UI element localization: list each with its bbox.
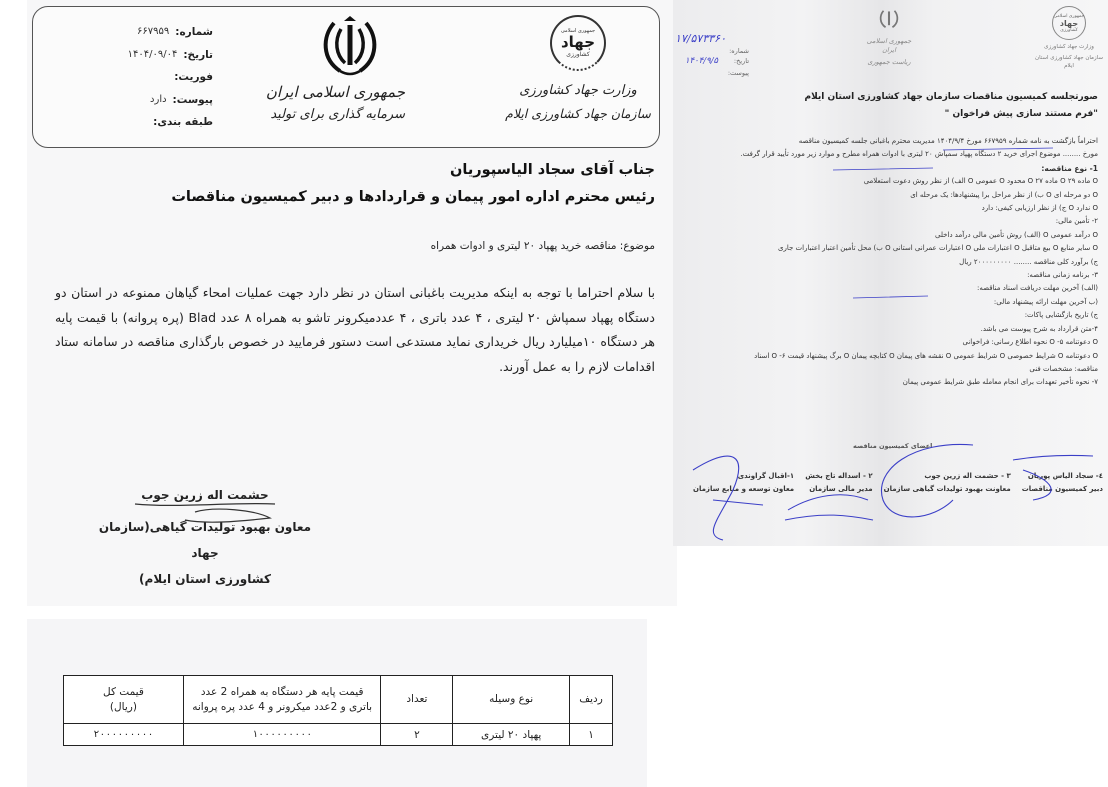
letter-body: با سلام احتراما با توجه به اینکه مدیریت باغبانی استان در نظر دارد جهت عملیات امحاء گیاهان ممنوعه در استان دو دستگاه پهپاد سمپاش ۲۰ لیتری ، ۴ عدد باتری ، ۴ عددمیکرونر تاشو به همراه ۸ عدد Blad (پره پروانه) با قیمت پایه هر دستگاه ۱۰میلیارد ریال خریداری نماید مستدعی است دستور فرمایید در خصوص بارگذاری مناقصه در سامانه ستاد اقدامات لازم را به عمل آورند. xyxy=(55,285,655,374)
signer-name: حشمت اله زرین جوب xyxy=(141,488,269,502)
cell-unit-price: ۱۰۰۰۰۰۰۰۰۰ xyxy=(183,724,381,746)
committee-title: اعضای کمیسیون مناقصه xyxy=(853,442,933,450)
price-table-page xyxy=(27,619,647,787)
iran-emblem-block xyxy=(265,15,405,122)
cell-quantity: ۲ xyxy=(381,724,453,746)
meta-date: تاریخ: ۱۴۰۴/۰۹/۰۴ xyxy=(127,48,213,61)
minutes-line: O سایر منابع O بیع متاقبل O اعتبارات ملی O اعتبارات عمرانی استانی O ب) محل تأمین اعتبار اعتبارات جاری xyxy=(778,244,1098,253)
minutes-line: (ب آخرین مهلت ارائه پیشنهاد مالی: xyxy=(993,297,1098,306)
country-name: جمهوری اسلامی ایران xyxy=(265,83,405,101)
jihad-logo-icon: جمهوری اسلامی جهاد کشاورزی xyxy=(550,15,606,71)
cell-row-number: ۱ xyxy=(570,724,613,746)
minutes-line: O ماده ۲۹ O ماده ۲۷ O محدود O عمومی O الف) از نظر روش دعوت استعلامی xyxy=(863,177,1098,186)
minutes-line: O دو مرحله ای O ب) از نظر مراحل برا پیشنهادها: یک مرحله ای xyxy=(910,190,1098,199)
minutes-line: مناقصه: مشخصات فنی xyxy=(1029,364,1098,373)
letter-meta xyxy=(93,21,213,134)
minutes-line: (الف) آخرین مهلت دریافت اسناد مناقصه: xyxy=(977,284,1098,293)
minutes-line: ج) تاریخ بازگشایی پاکات: xyxy=(1024,311,1098,320)
table-row xyxy=(64,724,613,746)
minutes-line: ۷- نحوه تأخیر تعهدات برای انجام معامله طبق شرایط عمومی پیمان xyxy=(902,378,1098,387)
header-total-price: قیمت کل (ریال) xyxy=(64,676,184,724)
cell-total-price: ۲۰۰۰۰۰۰۰۰۰ xyxy=(64,724,184,746)
minutes-line: 1- نوع مناقصه: xyxy=(1041,163,1098,173)
minutes-line: ۳- برنامه زمانی مناقصه: xyxy=(1027,271,1098,280)
iran-emblem-icon xyxy=(878,8,900,30)
addressee xyxy=(171,162,655,205)
official-letter xyxy=(27,0,677,606)
ministry-name: وزارت جهاد کشاورزی xyxy=(519,83,637,98)
letterhead xyxy=(32,6,660,148)
minutes-line: ۴-متن قرارداد به شرح پیوست می باشد. xyxy=(980,324,1098,333)
minutes-line: O درآمد عمومی O (الف) روش تأمین مالی درآمد داخلی xyxy=(935,230,1098,239)
handwritten-date: ۱۴۰۴/۹/۵ xyxy=(685,56,719,66)
header-unit-price: قیمت پایه هر دستگاه به همراه 2 عدد باتری و 2عدد میکرونر و 4 عدد پره پروانه xyxy=(183,676,381,724)
committee-minutes: جمهوری اسلامی جهاد کشاورزی وزارت جهاد کشاورزی سازمان جهاد کشاورزی استان ایلام جمهوری اسلامی ایران ریاست جمهوری ۱۷/۵۷۳۳۶۰ شماره: ۱۴۰۴/۹/۵ تاریخ: پیوست: صورتجلسه کمیسیون مناقصات سازمان جهاد کشاورزی استان ایلام "فرم مستند سازی پیش فراخوان " احتراماً بازگشت به نامه شماره ۶۶۷۹۵۹ مورخ ۱۴۰۴/۹/۴ مدیریت محترم باغبانی جلسه کمیسیون مناقصه مورخ ........ موضوع اجرای خرید ۲ دستگاه پهپاد سمپاش ۲۰ لیتری با ادوات همراه مطرح و موارد زیر مورد تأیید قرار گرفت. 1- نوع مناقصه: O ماده ۲۹ O ماده ۲۷ O محدود O عمومی O الف) از نظر روش دعوت استعلامی O دو مرحله ای O ب) از نظر مراحل برا پیشنهادها: یک مرحله ای O ندارد O ج) از نظر ارزیابی کیفی: دارد ۲- تأمین مالی: O درآمد عمومی O (الف) روش تأمین مالی درآمد داخلی O سایر منابع O بیع متاقبل O اعتبارات ملی O اعتبارات عمرانی استانی O ب) محل تأمین اعتبار اعتبارات جاری ج) برآورد کلی مناقصه ........ ۲۰۰۰۰۰۰۰۰۰ ریال ۳- برنامه زمانی مناقصه: (الف) آخرین مهلت دریافت اسناد مناقصه: (ب آخرین مهلت ارائه پیشنهاد مالی: ج) تاریخ بازگشایی پاکات: ۴-متن قرارداد به شرح پیوست می باشد. O دعوتنامه ۵- O نحوه اطلاع رسانی: فراخوانی O دعوتنامه O شرایط خصوصی O شرایط عمومی O نقشه های پیمان O کتابچه پیمان O برگ پیشنهاد قیمت ۶- O اسناد مناقصه: مشخصات فنی ۷- نحوه تأخیر تعهدات برای انجام معامله طبق شرایط عمومی پیمان اعضای کمیسیون مناقصه ۱-اقبال گراوندی معاون توسعه و منابع سازمان ۲ - اسداله تاج بخش مدیر مالی سازمان ۳ - حشمت اله زرین جوب معاونت بهبود تولیدات گیاهی سازمان ٤- سجاد الیاس پوریان دبیر کمیسیون مناقصات xyxy=(673,0,1108,546)
member: ۱-اقبال گراوندی معاون توسعه و منابع سازمان xyxy=(693,472,795,493)
committee-members xyxy=(693,470,1103,496)
member: ٤- سجاد الیاس پوریان دبیر کمیسیون مناقصات xyxy=(1021,472,1103,493)
minutes-jihad-logo: جمهوری اسلامی جهاد کشاورزی وزارت جهاد کشاورزی سازمان جهاد کشاورزی استان ایلام xyxy=(1035,6,1103,70)
letter-subject: موضوع: مناقصه خرید پهپاد ۲۰ لیتری و ادوات همراه xyxy=(430,240,655,252)
organization-name: سازمان جهاد کشاورزی ایلام xyxy=(505,106,651,121)
ministry-block xyxy=(503,15,653,121)
minutes-line: O دعوتنامه ۵- O نحوه اطلاع رسانی: فراخوانی xyxy=(962,338,1098,347)
member: ۳ - حشمت اله زرین جوب معاونت بهبود تولیدات گیاهی سازمان xyxy=(883,472,1011,493)
meta-attachment: پیوست: دارد xyxy=(150,93,213,106)
header-quantity: تعداد xyxy=(381,676,453,724)
header-item-type: نوع وسیله xyxy=(453,676,570,724)
meta-priority: فوریت: xyxy=(174,71,213,83)
signer-role: معاون بهبود تولیدات گیاهی(سازمان جهاد کشاورزی استان ایلام) xyxy=(98,520,312,586)
minutes-line: مورخ ........ موضوع اجرای خرید ۲ دستگاه پهپاد سمپاش ۲۰ لیتری با ادوات همراه مطرح و موارد زیر مورد تأیید قرار گرفت. xyxy=(740,150,1098,159)
meta-classification: طبقه بندی: xyxy=(153,116,213,128)
slogan: سرمایه گذاری برای تولید xyxy=(270,107,405,122)
minutes-iran-emblem: جمهوری اسلامی ایران ریاست جمهوری xyxy=(859,8,919,67)
minutes-line: احتراماً بازگشت به نامه شماره ۶۶۷۹۵۹ مورخ ۱۴۰۴/۹/۴ مدیریت محترم باغبانی جلسه کمیسیون مناقصه xyxy=(798,137,1098,145)
addressee-name: جناب آقای سجاد الیاسپوریان xyxy=(450,162,655,178)
iran-emblem-icon xyxy=(318,15,382,79)
minutes-line: O دعوتنامه O شرایط خصوصی O شرایط عمومی O نقشه های پیمان O کتابچه پیمان O برگ پیشنهاد قیمت ۶- O اسناد xyxy=(754,351,1098,360)
handwritten-signature-icon xyxy=(125,492,285,532)
minutes-line: ۲- تأمین مالی: xyxy=(1055,217,1098,226)
price-table xyxy=(63,675,613,746)
minutes-line: O ندارد O ج) از نظر ارزیابی کیفی: دارد xyxy=(981,204,1098,213)
header-row-number: ردیف xyxy=(570,676,613,724)
minutes-title: صورتجلسه کمیسیون مناقصات سازمان جهاد کشاورزی استان ایلام "فرم مستند سازی پیش فراخوان " xyxy=(804,92,1098,119)
minutes-line: ج) برآورد کلی مناقصه ........ ۲۰۰۰۰۰۰۰۰۰ ریال xyxy=(959,257,1098,266)
signature-block xyxy=(85,488,325,592)
addressee-title: رئیس محترم اداره امور پیمان و قراردادها و دبیر کمیسیون مناقصات xyxy=(171,189,655,205)
member: ۲ - اسداله تاج بخش مدیر مالی سازمان xyxy=(805,472,873,493)
meta-number: شماره: ۶۶۷۹۵۹ xyxy=(137,26,213,38)
table-header-row xyxy=(64,676,613,724)
minutes-body xyxy=(678,135,1098,390)
cell-item-type: پهپاد ۲۰ لیتری xyxy=(453,724,570,746)
jihad-logo-icon: جمهوری اسلامی جهاد کشاورزی xyxy=(1052,6,1086,40)
handwritten-number: ۱۷/۵۷۳۳۶۰ xyxy=(675,32,726,45)
